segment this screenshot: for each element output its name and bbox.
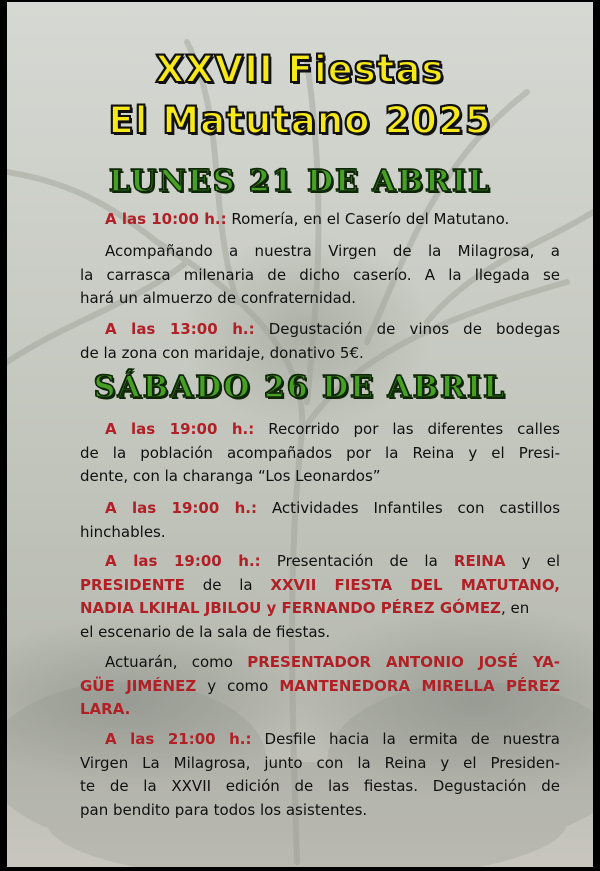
event-text: Presentación de la [276,552,438,570]
event-text-line: hará un almuerzo de confraternidad. [80,289,357,307]
event-text-line: pan bendito para todos los asistentes. [80,800,368,819]
event-text: Romería, en el Caserío del Matutano. [231,210,510,228]
highlight-presentador: PRESENTADOR ANTONIO JOSÉ YA- [247,653,560,671]
event-text: y el [521,552,561,570]
event-text: , en [500,599,530,617]
event-saturday-1900-recorrido [80,418,560,489]
event-saturday-1900-presentacion [80,550,560,644]
highlight-fiesta: XXVII FIESTA DEL MATUTANO, [270,575,560,594]
event-text-line: Degustación de vinos de bodegas [268,320,561,338]
event-text-line: hinchables. [80,522,166,541]
highlight-reina: REINA [453,552,506,570]
event-time: A las 21:00 h.: [105,730,252,748]
highlight-mantenedora: LARA. [80,700,131,718]
event-time: A las 19:00 h.: [105,499,258,517]
event-text-line: te de la XXVII edición de las fiestas. Degustación de [80,777,560,795]
day-heading-saturday: SÁBADO 26 DE ABRIL [93,370,507,405]
highlight-mantenedora: MANTENEDORA MIRELLA PÉREZ [279,676,560,695]
poster [7,2,593,867]
day-heading-monday: LUNES 21 DE ABRIL [108,164,492,199]
poster-title-line2: El Matutano 2025 [108,99,492,142]
highlight-presentador: GÜE JIMÉNEZ [80,676,197,695]
event-text-line: Acompañando a nuestra Virgen de la Milagrosa, a [105,242,560,260]
event-monday-romeria-detail [80,240,560,311]
event-text-line: Actividades Infantiles con castillos [271,499,561,517]
event-time: A las 19:00 h.: [105,552,261,570]
event-saturday-2100 [80,728,560,822]
event-text: Actuarán, como [105,653,233,671]
event-text-line: Recorrido por las diferentes calles [268,420,560,438]
event-text-line: el escenario de la sala de fiestas. [80,622,331,641]
event-monday-1300 [80,318,560,365]
event-time: A las 10:00 h.: [105,210,227,228]
event-time: A las 13:00 h.: [105,320,255,338]
event-text: y como [207,676,269,695]
event-text-line: de la población acompañados por la Reina y el Presi- [80,443,560,462]
event-saturday-1900-infantiles [80,497,560,544]
event-saturday-presentadores [80,651,560,722]
event-monday-1000 [80,208,560,232]
event-text-line: Virgen La Milagrosa, junto con la Reina y el Presiden- [80,753,560,772]
event-text-line: dente, con la charanga “Los Leonardos” [80,467,381,485]
event-text: de la [202,575,253,594]
event-text-line: Desfile hacia la ermita de nuestra [264,730,560,748]
highlight-names: NADIA LKIHAL JBILOU y FERNANDO PÉREZ GÓMEZ [80,599,501,617]
event-text-line: la carrasca milenaria de dicho caserío. A la llegada se [80,265,560,284]
highlight-presidente: PRESIDENTE [80,575,185,594]
event-text-line: de la zona con maridaje, donativo 5€. [80,343,364,362]
event-time: A las 19:00 h.: [105,420,255,438]
poster-title-line1: XXVII Fiestas [155,48,445,91]
